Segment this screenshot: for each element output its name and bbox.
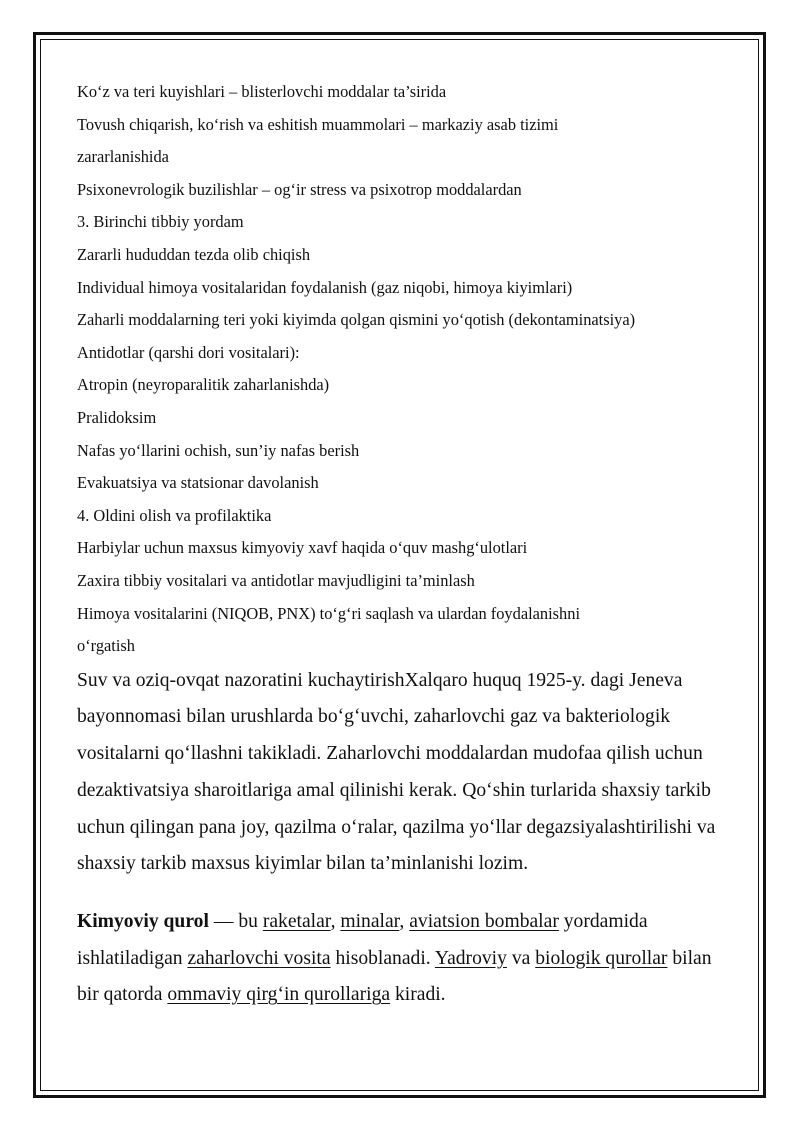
link-raketalar[interactable]: raketalar: [262, 910, 331, 932]
text-line: Individual himoya vositalaridan foydalanish (gaz niqobi, himoya kiyimlari): [77, 277, 573, 297]
link-biologik-qurollar[interactable]: biologik qurollar: [535, 947, 668, 969]
text-line: Harbiylar uchun maxsus kimyoviy xavf haqida o‘quv mashg‘ulotlari: [77, 538, 528, 558]
text-line: Atropin (neyroparalitik zaharlanishda): [77, 375, 330, 395]
text-line: Evakuatsiya va statsionar davolanish: [77, 473, 319, 493]
link-yadroviy[interactable]: Yadroviy: [434, 947, 507, 969]
text-line: Zaharli moddalarning teri yoki kiyimda qolgan qismini yo‘qotish (dekontaminatsiya): [77, 310, 636, 330]
text-line: Himoya vositalarini (NIQOB, PNX) to‘g‘ri saqlash va ulardan foydalanishni: [77, 603, 580, 623]
link-ommaviy-qirgin-qurollari[interactable]: ommaviy qirg‘in qurollariga: [167, 984, 391, 1006]
text-line: Nafas yo‘llarini ochish, sun’iy nafas berish: [77, 440, 360, 460]
document-body: [77, 76, 737, 1014]
text-line: Zararli hududdan tezda olib chiqish: [77, 244, 311, 264]
link-zaharlovchi-vosita[interactable]: zaharlovchi vosita: [187, 947, 331, 969]
text-line: Zaxira tibbiy vositalari va antidotlar mavjudligini ta’minlash: [77, 570, 475, 590]
text-span: — bu: [208, 910, 263, 932]
text-line: zararlanishida: [77, 147, 169, 167]
text-line: Psixonevrologik buzilishlar – og‘ir stress va psixotrop moddalardan: [77, 179, 522, 199]
term-kimyoviy-qurol: Kimyoviy qurol: [77, 910, 209, 932]
text-span: kiradi.: [390, 984, 446, 1006]
text-span: yordamida ishlatiladigan: [77, 910, 648, 969]
paragraph-definition: [77, 904, 737, 1014]
text-span: ,: [399, 910, 410, 932]
text-line: Tovush chiqarish, ko‘rish va eshitish muammolari – markaziy asab tizimi: [77, 114, 559, 134]
link-aviatsion-bombalar[interactable]: aviatsion bombalar: [409, 910, 559, 932]
section-heading: 4. Oldini olish va profilaktika: [77, 505, 272, 525]
text-span: va: [506, 947, 536, 969]
text-line: Antidotlar (qarshi dori vositalari):: [77, 342, 300, 362]
text-line: Ko‘z va teri kuyishlari – blisterlovchi moddalar ta’sirida: [77, 82, 447, 101]
text-line: o‘rgatish: [77, 636, 135, 656]
paragraph-geneva: Suv va oziq-ovqat nazoratini kuchaytirishXalqaro huquq 1925-y. dagi Jeneva bayonnomasi bilan urushlarda bo‘g‘uvchi, zaharlovchi gaz va bakteriologik vositalarni qo‘llashni takikladi. Zaharlovchi moddalardan mudofaa qilish uchun dezaktivatsiya sharoitlariga amal qilinishi kerak. Qo‘shin turlarida shaxsiy tarkib uchun qilingan pana joy, qazilma o‘ralar, qazilma yo‘llar degazsiyalashtirilishi va shaxsiy tarkib maxsus kiyimlar bilan ta’minlanishi lozim.: [77, 669, 716, 875]
section-heading: 3. Birinchi tibbiy yordam: [77, 212, 244, 232]
text-line: Pralidoksim: [77, 407, 157, 427]
text-span: ,: [330, 910, 341, 932]
text-span: bilan bir qatorda: [77, 947, 712, 1006]
text-span: hisoblanadi.: [330, 947, 435, 969]
link-minalar[interactable]: minalar: [340, 910, 400, 932]
